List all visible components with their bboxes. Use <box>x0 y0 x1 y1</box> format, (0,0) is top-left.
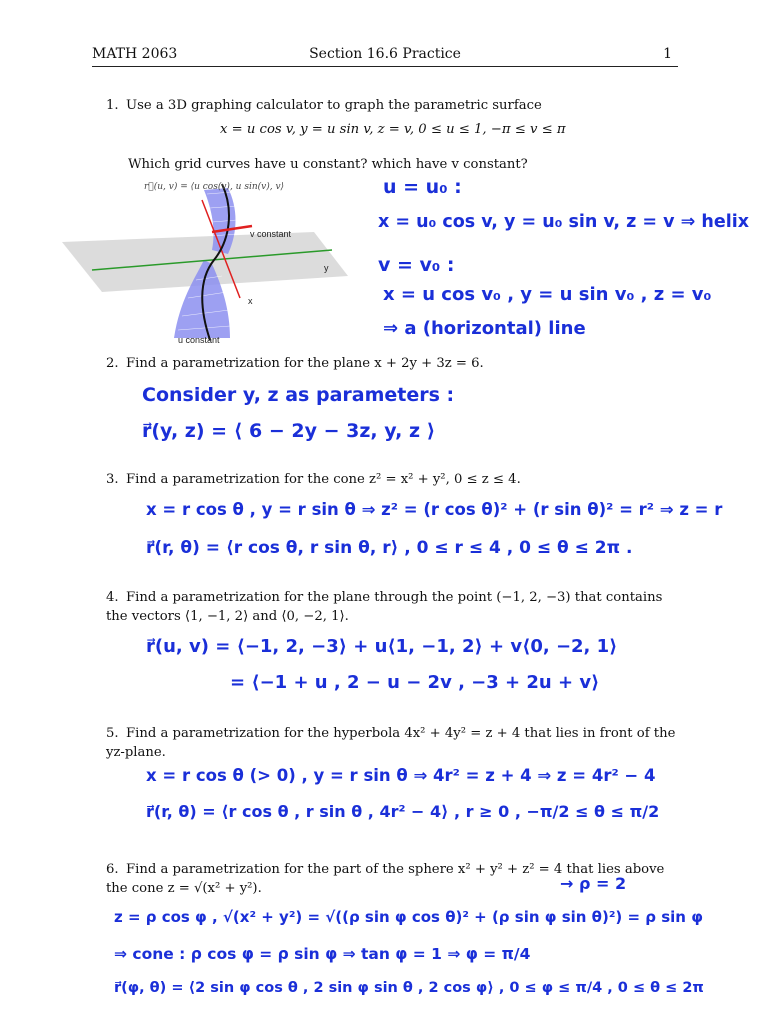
question-text: Use a 3D graphing calculator to graph the parametric surface <box>126 98 542 113</box>
question-2 <box>106 354 686 373</box>
question-3 <box>106 470 686 489</box>
hand-q5-line1: x = r cos θ (> 0) , y = r sin θ ⇒ 4r² = z + 4 ⇒ z = 4r² − 4 <box>146 766 656 785</box>
question-number: 1. <box>106 98 119 113</box>
hand-q4-line2: = ⟨−1 + u , 2 − u − 2v , −3 + 2u + v⟩ <box>230 672 600 693</box>
surface-graph <box>62 180 348 348</box>
question-number: 5. <box>106 726 119 741</box>
hand-q2-line1: Consider y, z as parameters : <box>142 384 455 406</box>
hand-q1-line1: u = u₀ : <box>383 176 462 198</box>
y-axis-label: y <box>324 263 329 273</box>
hand-q3-line2: r⃗(r, θ) = ⟨r cos θ, r sin θ, r⟩ , 0 ≤ r ≤ 4 , 0 ≤ θ ≤ 2π . <box>146 538 633 558</box>
page-number: 1 <box>663 46 672 62</box>
question-number: 3. <box>106 472 119 487</box>
question-number: 4. <box>106 590 119 605</box>
hand-q6-line1: z = ρ cos φ , √(x² + y²) = √((ρ sin φ cos θ)² + (ρ sin φ sin θ)²) = ρ sin φ <box>114 908 703 926</box>
question-4 <box>106 588 686 626</box>
helicoid-plot <box>62 180 348 348</box>
question-text: Find a parametrization for the plane x + 2y + 3z = 6. <box>126 356 484 371</box>
hand-q2-line2: r⃗(y, z) = ⟨ 6 − 2y − 3z, y, z ⟩ <box>142 420 436 442</box>
hand-q5-line2: r⃗(r, θ) = ⟨r cos θ , r sin θ , 4r² − 4⟩ , r ≥ 0 , −π/2 ≤ θ ≤ π/2 <box>146 802 660 821</box>
rho-note: → ρ = 2 <box>560 874 627 893</box>
section-title: Section 16.6 Practice <box>309 46 461 62</box>
question-number: 6. <box>106 862 119 877</box>
question-text: Find a parametrization for the hyperbola 4x² + 4y² = z + 4 that lies in front of the yz-plane. <box>106 726 676 761</box>
x-axis-label: x <box>248 296 253 306</box>
hand-q3-line1: x = r cos θ , y = r sin θ ⇒ z² = (r cos θ)² + (r sin θ)² = r² ⇒ z = r <box>146 500 723 519</box>
question-number: 2. <box>106 356 119 371</box>
parametric-equation: x = u cos v, y = u sin v, z = v, 0 ≤ u ≤ 1, −π ≤ v ≤ π <box>220 122 566 137</box>
page-header <box>92 44 678 67</box>
question-text: Find a parametrization for the plane through the point (−1, 2, −3) that contains the vectors ⟨1, −1, 2⟩ and ⟨0, −2, 1⟩. <box>106 590 663 625</box>
question-1 <box>106 96 686 115</box>
v-constant-label: v constant <box>250 229 292 239</box>
hand-q1-line5: ⇒ a (horizontal) line <box>383 318 586 339</box>
hand-q1-line2: x = u₀ cos v, y = u₀ sin v, z = v ⇒ helix <box>378 212 750 232</box>
question-text: Find a parametrization for the cone z² = x² + y², 0 ≤ z ≤ 4. <box>126 472 521 487</box>
hand-q1-line3: v = v₀ : <box>378 254 455 276</box>
hand-q4-line1: r⃗(u, v) = ⟨−1, 2, −3⟩ + u⟨1, −1, 2⟩ + v⟨0, −2, 1⟩ <box>146 636 618 657</box>
u-constant-label: u constant <box>178 335 220 345</box>
question-1-followup: Which grid curves have u constant? which have v constant? <box>128 157 528 172</box>
hand-q6-line3: r⃗(φ, θ) = ⟨2 sin φ cos θ , 2 sin φ sin θ , 2 cos φ⟩ , 0 ≤ φ ≤ π/4 , 0 ≤ θ ≤ 2π <box>114 980 704 996</box>
question-text: Find a parametrization for the part of the sphere x² + y² + z² = 4 that lies above the cone z = √(x² + y²). <box>106 862 665 897</box>
graph-title: r⃗(u, v) = ⟨u cos(v), u sin(v), v⟩ <box>144 182 285 192</box>
hand-q6-line2: ⇒ cone : ρ cos φ = ρ sin φ ⇒ tan φ = 1 ⇒ φ = π/4 <box>114 945 531 963</box>
course-code: MATH 2063 <box>92 46 178 62</box>
hand-q1-line4: x = u cos v₀ , y = u sin v₀ , z = v₀ <box>383 284 712 305</box>
question-5 <box>106 724 686 762</box>
